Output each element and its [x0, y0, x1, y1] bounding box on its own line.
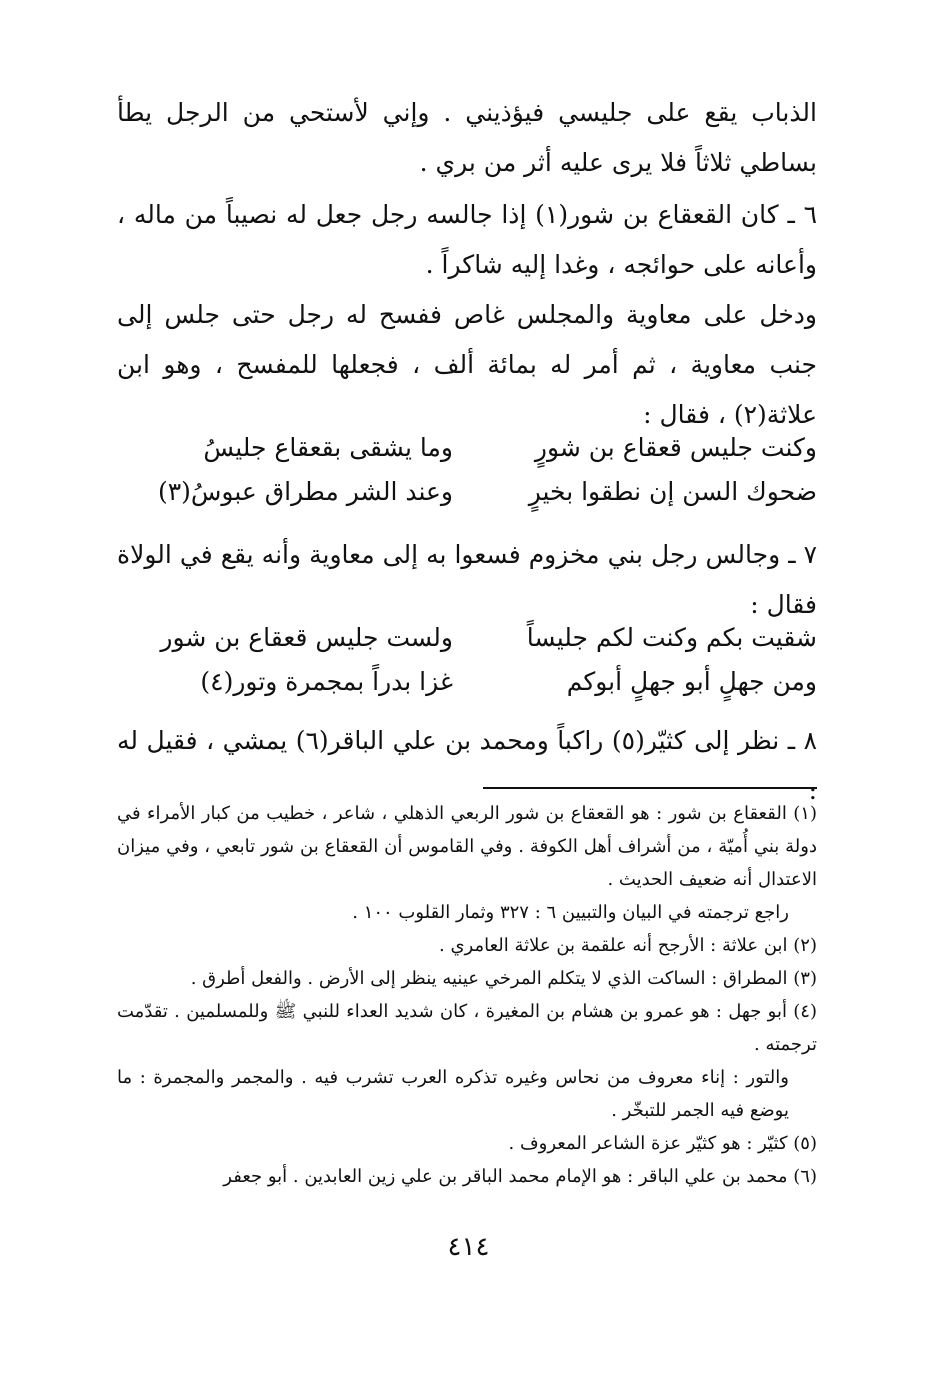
footnote-1: (١) القعقاع بن شور : هو القعقاع بن شور الربعي الذهلي ، شاعر ، خطيب من كبار الأمراء في دولة بني أُميّة ، من أشراف أهل الكوفة . وفي القاموس أن القعقاع بن شور تابعي ، وفي ميزان الاعتدال أنه ضعيف الحديث .	[117, 803, 818, 890]
paragraph-item-8: ٨ ـ نظر إلى كثيّر(٥) راكباً ومحمد بن علي الباقر(٦) يمشي ، فقيل له :	[117, 726, 817, 805]
footnote-4: (٤) أبو جهل : هو عمرو بن هشام بن المغيرة ، كان شديد العداء للنبي ﷺ وللمسلمين . تقدّمت ترجمته .	[117, 1001, 817, 1055]
verse-hemistich: ومن جهلٍ أبو جهلٍ أبوكم	[566, 667, 817, 696]
verse-hemistich: ضحوك السن إن نطقوا بخيرٍ	[528, 477, 817, 506]
footnote-5: (٥) كثيّر : هو كثيّر عزة الشاعر المعروف .	[508, 1133, 817, 1154]
paragraph-item-6: ٦ ـ كان القعقاع بن شور(١) إذا جالسه رجل جعل له نصيباً من ماله ، وأعانه على حوائجه ، وغدا إليه شاكراً .	[117, 200, 817, 279]
paragraph-muawiya: ودخل على معاوية والمجلس غاص ففسح له رجل حتى جلس إلى جنب معاوية ، ثم أمر له بمائة ألف ، فجعلها للمفسح ، وهو ابن علاثة(٢) ، فقال :	[117, 300, 817, 429]
verse-hemistich: شقيت بكم وكنت لكم جليساً	[526, 623, 817, 652]
footnote-3: (٣) المطراق : الساكت الذي لا يتكلم المرخي عينيه ينظر إلى الأرض . والفعل أطرق .	[190, 968, 817, 989]
verse-hemistich: غزا بدراً بمجمرة وتور(٤)	[200, 667, 453, 696]
verse-hemistich: ولست جليس قعقاع بن شور	[160, 623, 453, 652]
footnote-6: (٦) محمد بن علي الباقر : هو الإمام محمد الباقر بن علي زين العابدين . أبو جعفر	[223, 1166, 817, 1187]
verse-line	[117, 616, 817, 660]
verse-block-1	[117, 426, 817, 514]
footnote-4-continuation: والتور : إناء معروف من نحاس وغيره تذكره العرب تشرب فيه . والمجمر والمجمرة : ما يوضع فيه الجمر للتبخّر .	[117, 1067, 789, 1121]
verse-line	[117, 426, 817, 470]
paragraph-item-7: ٧ ـ وجالس رجل بني مخزوم فسعوا به إلى معاوية وأنه يقع في الولاة فقال :	[117, 540, 817, 619]
verse-block-2	[117, 616, 817, 704]
paragraph-continuation: الذباب يقع على جليسي فيؤذيني . وإني لأستحي من الرجل يطأ بساطي ثلاثاً فلا يرى عليه أثر من بري .	[117, 98, 817, 177]
page-number: ٤١٤	[447, 1232, 490, 1262]
footnote-divider	[483, 787, 817, 789]
verse-line	[117, 660, 817, 704]
verse-hemistich: وما يشقى بقعقاع جليسُ	[203, 433, 453, 462]
verse-hemistich: وكنت جليس قعقاع بن شورٍ	[534, 433, 817, 462]
footnote-1-reference: راجع ترجمته في البيان والتبيين ٦ : ٣٢٧ وثمار القلوب ١٠٠ .	[352, 902, 789, 923]
footnotes	[117, 797, 817, 1193]
verse-line	[117, 470, 817, 514]
verse-hemistich: وعند الشر مطراق عبوسُ(٣)	[157, 477, 453, 506]
footnote-2: (٢) ابن علاثة : الأرجح أنه علقمة بن علاثة العامري .	[439, 935, 817, 956]
